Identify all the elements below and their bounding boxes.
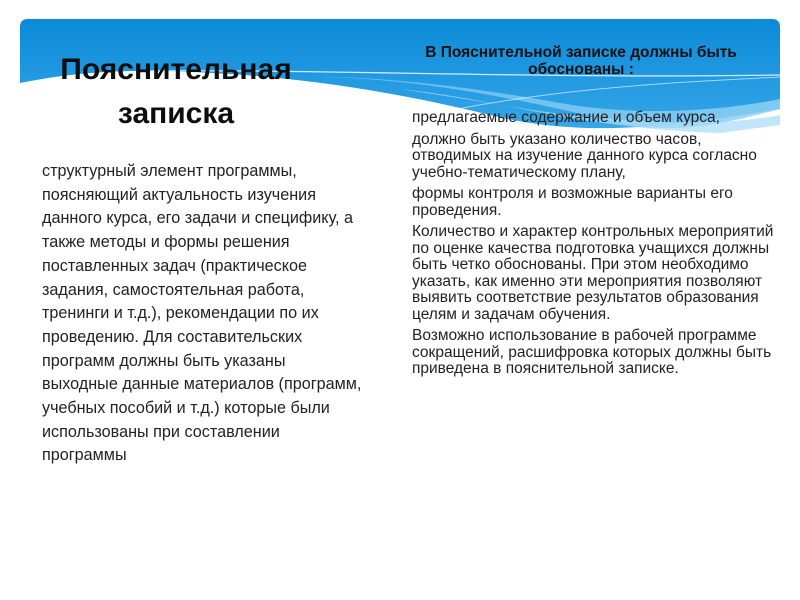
requirements-list	[412, 110, 774, 383]
definition-text: структурный элемент программы, поясняющий актуальность изучения данного курса, его задачи и специфику, а также методы и формы решения поставленных задач (практическое задания, самостоятельная работа, тренинги и т.д.), рекомендации по их проведению. Для составительских программ должны быть указаны выходные данные материалов (программ, учебных пособий и т.д.) которые были использованы при составлении программы	[42, 162, 362, 465]
requirement-item: Возможно использование в рабочей программе сокращений, расшифровка которых должны быть приведена в пояснительной записке.	[412, 327, 772, 377]
requirement-item: формы контроля и возможные варианты его проведения.	[412, 185, 733, 219]
requirements-heading: В Пояснительной записке должны быть обоснованы :	[425, 44, 737, 78]
requirement-item: Количество и характер контрольных мероприятий по оценке качества подготовка учащихся должны быть четко обоснованы. При этом необходимо указать, как именно эти мероприятия позволяют выявить соответствие результатов образования целям и задачам обучения.	[412, 223, 774, 323]
slide-title: Пояснительная записка	[60, 53, 292, 130]
requirement-item: должно быть указано количество часов, отводимых на изучение данного курса согласно учебно-тематическому плану,	[412, 130, 757, 181]
requirement-item: предлагаемые содержание и объем курса,	[412, 109, 720, 126]
